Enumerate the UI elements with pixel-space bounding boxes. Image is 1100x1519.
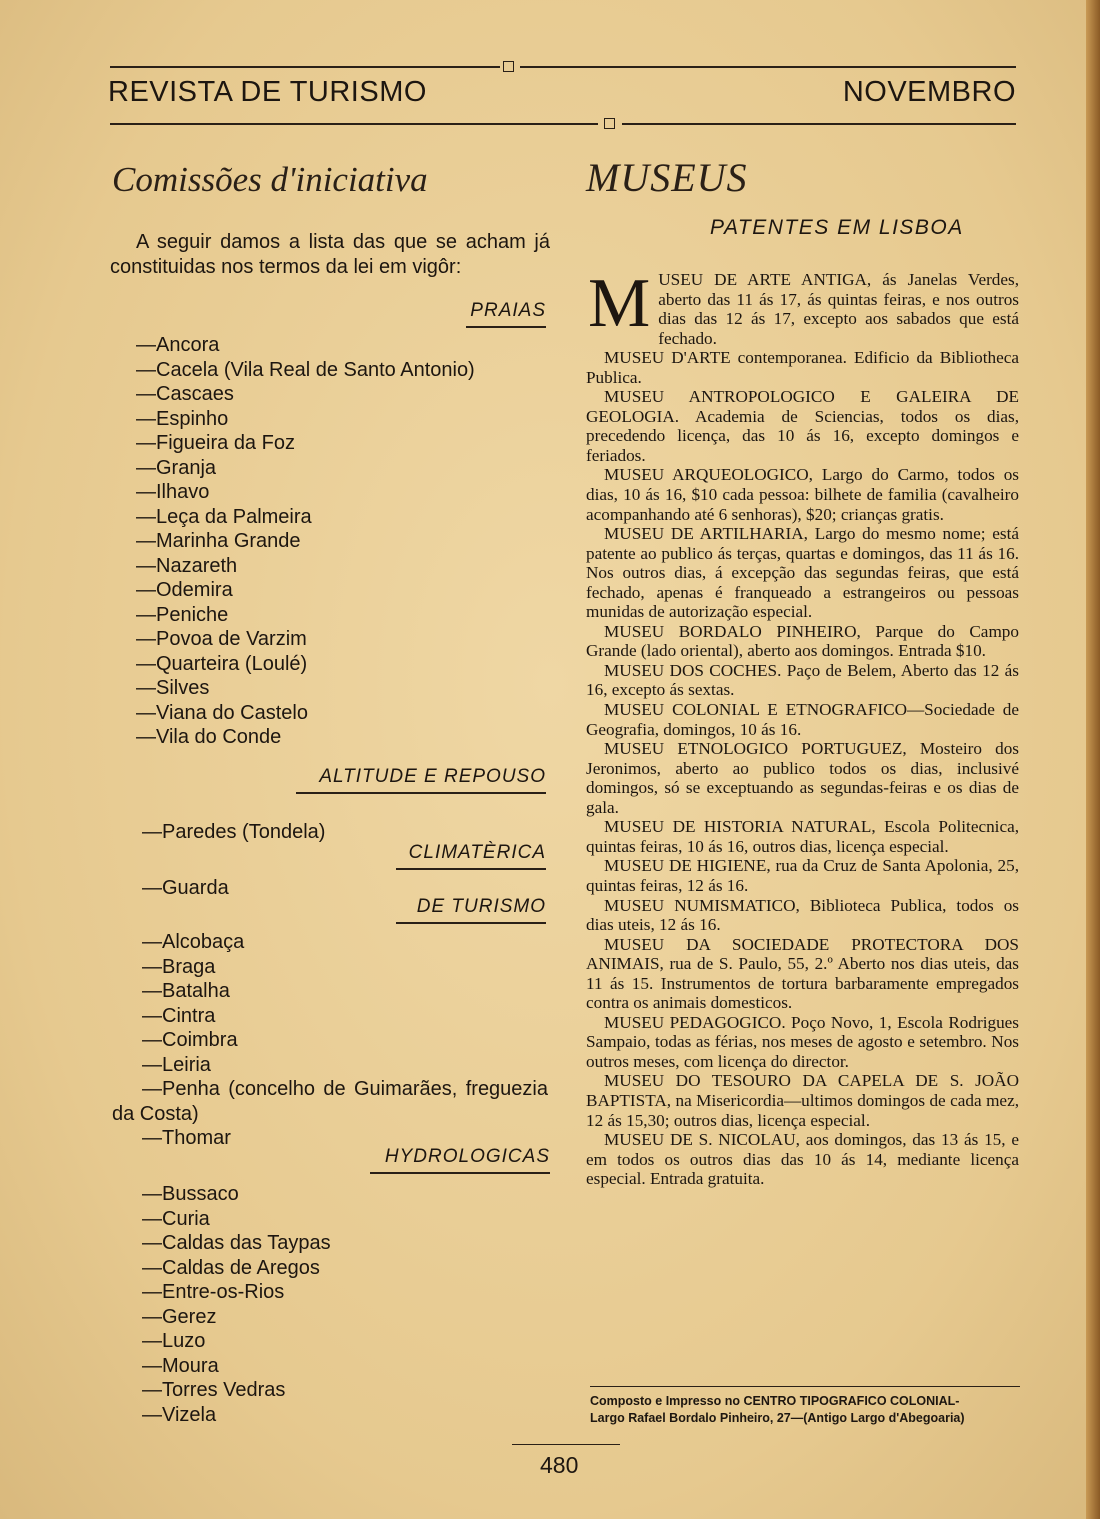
list-item: —Leiria (142, 1053, 211, 1076)
museum-listings (586, 265, 1019, 1189)
category-praias: PRAIAS (380, 300, 546, 328)
list-item: —Luzo (142, 1330, 206, 1352)
turismo-thomar-list (142, 1126, 231, 1151)
section-title-museus: MUSEUS (586, 155, 748, 200)
header-rule-top (110, 66, 500, 68)
praias-list (136, 333, 475, 750)
museum-entry: MUSEU ANTROPOLOGICO E GALEIRA DE GEOLOGIA. Academia de Sciencias, todos os dias, precedendo licença, das 10 ás 16, excepto domingos e feriados. (586, 387, 1019, 465)
list-item: —Cacela (Vila Real de Santo Antonio) (136, 358, 475, 381)
header-ornament-bottom (604, 118, 615, 129)
list-item: —Vila do Conde (136, 726, 282, 748)
printer-imprint: Composto e Impresso no CENTRO TIPOGRAFICO COLONIAL- Largo Rafael Bordalo Pinheiro, 27—(Antigo Largo d'Abegoaria) (590, 1386, 1020, 1427)
category-hydrologicas: HYDROLOGICAS (360, 1146, 550, 1174)
turismo-list (142, 930, 244, 1077)
list-item: —Paredes (Tondela) (142, 821, 326, 843)
hydrologicas-list (142, 1182, 331, 1427)
header-rule-top-right (520, 66, 1016, 68)
issue-month: NOVEMBRO (842, 76, 1016, 108)
list-item: —Ilhavo (136, 481, 210, 503)
list-item: —Nazareth (136, 554, 238, 577)
museum-entry: MUSEU ARQUEOLOGICO, Largo do Carmo, todos os dias, 10 ás 16, $10 cada pessoa: bilhete de familia (cavalheiro acompanhando até 6 senhoras), $20; crianças gratis. (586, 465, 1019, 524)
museum-entry: MUSEU DA SOCIEDADE PROTECTORA DOS ANIMAIS, rua de S. Paulo, 55, 2.º Aberto nos dias uteis, das 11 ás 15. Instrumentos de tortura barbaramente empregados contra os animais domesticos. (586, 934, 1019, 1013)
altitude-list (142, 820, 325, 845)
category-turismo: DE TURISMO (380, 896, 546, 924)
list-item: —Viana do Castelo (136, 701, 308, 724)
museum-entry: MUSEU DE ARTE ANTIGA, ás Janelas Verdes, aberto das 11 ás 17, ás quintas feiras, e nos outros dias das 12 ás 17, excepto aos sabados que está fechado. (588, 265, 1019, 348)
page-edge (1086, 0, 1100, 1519)
list-item: —Gerez (142, 1305, 217, 1328)
list-item: —Odemira (136, 579, 233, 601)
museum-entry: MUSEU D'ARTE contemporanea. Edificio da Bibliotheca Publica. (586, 348, 1019, 387)
list-item: —Ancora (136, 334, 220, 356)
list-item: —Peniche (136, 603, 229, 626)
section-title-comissoes: Comissões d'iniciativa (112, 160, 428, 199)
museum-entry: MUSEU DE ARTILHARIA, Largo do mesmo nome; está patente ao publico ás terças, quartas e domingos, das 11 ás 16. Nos outros dias, á excepção das segundas feiras, que está fechado, apenas é franqueado a estrangeiros ou pessoas munidas de autorização especial. (586, 524, 1019, 622)
list-item: —Caldas das Taypas (142, 1232, 331, 1254)
list-item: —Leça da Palmeira (136, 505, 312, 528)
magazine-title: REVISTA DE TURISMO (108, 76, 427, 108)
list-item: —Curia (142, 1207, 210, 1230)
museum-entry: MUSEU NUMISMATICO, Biblioteca Publica, todos os dias uteis, 12 ás 16. (586, 895, 1019, 935)
museum-entry: MUSEU DE S. NICOLAU, aos domingos, das 13 ás 15, e em todos os outros dias das 10 ás 14, mediante licença especial. Entrada gratuita. (586, 1130, 1019, 1189)
list-item: —Guarda (142, 877, 229, 899)
list-item: —Coimbra (142, 1029, 238, 1051)
list-item: —Thomar (142, 1127, 231, 1149)
list-item: —Alcobaça (142, 931, 245, 953)
museum-entry: MUSEU DE HISTORIA NATURAL, Escola Politecnica, quintas feiras, 10 ás 16, outros dias, licença especial. (586, 817, 1019, 856)
museum-entry: MUSEU DE HIGIENE, rua da Cruz de Santa Apolonia, 25, quintas feiras, 12 ás 16. (586, 856, 1019, 895)
list-item: —Silves (136, 677, 210, 699)
list-item: —Torres Vedras (142, 1379, 286, 1401)
category-altitude: ALTITUDE E REPOUSO (280, 766, 546, 794)
list-item: —Quarteira (Loulé) (136, 652, 308, 675)
page-number-rule (512, 1444, 620, 1445)
list-item: —Figueira da Foz (136, 432, 295, 454)
drop-cap: M (588, 265, 651, 342)
list-item: —Entre-os-Rios (142, 1281, 285, 1303)
section-subtitle: PATENTES EM LISBOA (710, 216, 964, 239)
list-item: —Moura (142, 1354, 219, 1377)
header-rule-bottom-right (622, 123, 1016, 125)
list-item: —Cintra (142, 1004, 216, 1027)
museum-entry: MUSEU BORDALO PINHEIRO, Parque do Campo Grande (lado oriental), aberto aos domingos. Entrada $10. (586, 621, 1019, 661)
list-item: —Braga (142, 955, 216, 978)
list-item: —Marinha Grande (136, 530, 301, 552)
list-item: —Caldas de Aregos (142, 1256, 320, 1279)
list-item: —Batalha (142, 980, 230, 1002)
museum-entry: MUSEU COLONIAL E ETNOGRAFICO—Sociedade de Geografia, domingos, 10 ás 16. (586, 700, 1019, 739)
list-item: —Cascaes (136, 383, 234, 405)
museum-entry: MUSEU DOS COCHES. Paço de Belem, Aberto das 12 ás 16, excepto ás sextas. (586, 660, 1019, 700)
header-ornament (503, 61, 514, 72)
header-rule-bottom (110, 123, 598, 125)
intro-paragraph: A seguir damos a lista das que se acham já constituidas nos termos da lei em vigôr: (110, 231, 550, 278)
list-item: —Espinho (136, 407, 229, 430)
page-number: 480 (540, 1452, 579, 1478)
museum-entry: MUSEU ETNOLOGICO PORTUGUEZ, Mosteiro dos Jeronimos, aberto ao publico todos os dias, inclusivé domingos, só se exceptuando as segundas-feiras e os dias de gala. (586, 739, 1019, 817)
list-item: —Povoa de Varzim (136, 628, 307, 650)
museum-entry: MUSEU PEDAGOGICO. Poço Novo, 1, Escola Rodrigues Sampaio, todas as férias, nos meses de agosto e setembro. Nos outros meses, com licença do director. (586, 1012, 1019, 1071)
list-item: —Vizela (142, 1403, 217, 1426)
category-climaterica: CLIMATÈRICA (380, 842, 546, 870)
museum-entry: MUSEU DO TESOURO DA CAPELA DE S. JOÃO BAPTISTA, na Misericordia—ultimos domingos de cada mez, 12 ás 15,30; outros dias, licença especial. (586, 1071, 1019, 1130)
turismo-penha: —Penha (concelho de Guimarães, freguezia da Costa) (112, 1078, 548, 1125)
climaterica-list (142, 876, 229, 901)
list-item: —Bussaco (142, 1183, 239, 1205)
list-item: —Granja (136, 456, 217, 479)
